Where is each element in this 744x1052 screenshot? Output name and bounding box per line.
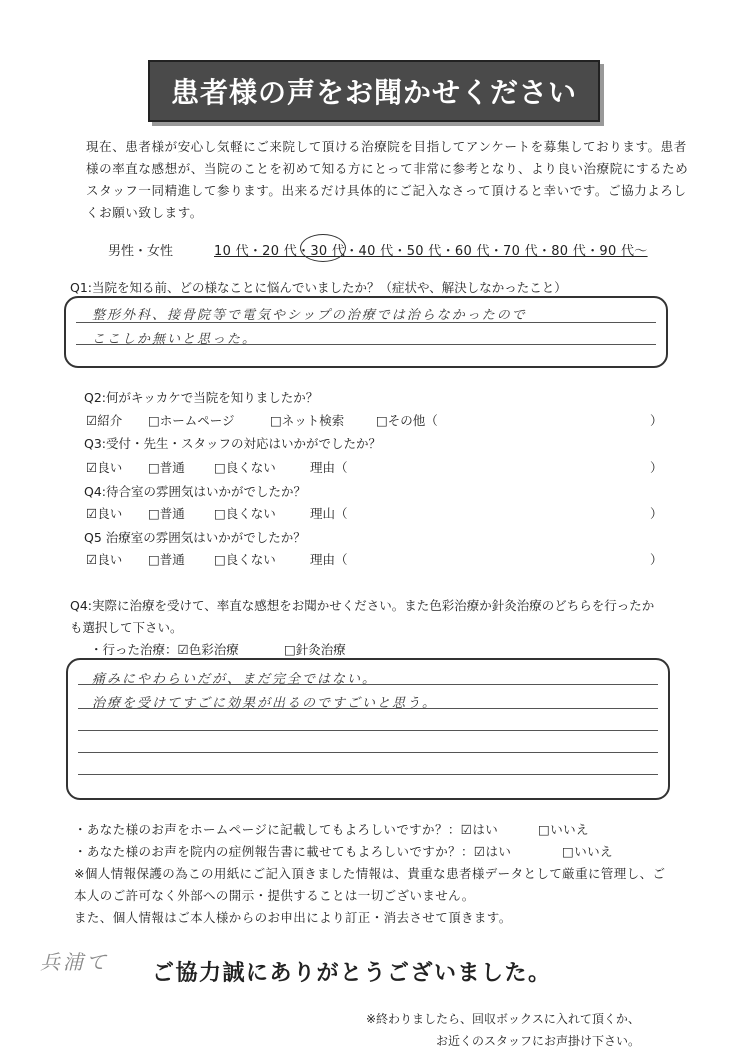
consent-case-report-yes[interactable]: ☑はい	[473, 844, 512, 859]
q6-option-acupuncture[interactable]: □針灸治療	[284, 642, 346, 657]
q1-question: Q1:当院を知る前、どの様なことに悩んでいましたか？（症状や、解決しなかったこと）	[70, 280, 567, 295]
q4-question: Q4:待合室の雰囲気はいかがでしたか？	[84, 484, 307, 499]
q3-question: Q3:受付・先生・スタッフの対応はいかがでしたか？	[84, 436, 382, 451]
page-title: 患者様の声をお聞かせください	[170, 76, 577, 109]
q3-close-paren: ）	[650, 460, 663, 475]
q2-close-paren: ）	[650, 413, 663, 428]
q3-option-bad[interactable]: □良くない	[214, 460, 276, 475]
privacy-line: 本人のご許可なく外部への開示・提供することは一切ございません。	[74, 888, 475, 903]
q4-option-normal[interactable]: □普通	[148, 506, 185, 521]
q1-answer-line: 整形外科、接骨院等で電気やシップの治療では治らなかったので	[92, 308, 527, 323]
privacy-line: また、個人情報はご本人様からのお申出により訂正・消去させて頂きます。	[74, 910, 512, 925]
handwritten-signature: 兵浦て	[40, 950, 109, 974]
q1-answer-box[interactable]	[64, 296, 668, 368]
intro-line: 現在、患者様が安心し気軽にご来院して頂ける治療院を目指してアンケートを募集しております。患者	[86, 139, 687, 154]
q2-question: Q2:何がキッカケで当院を知りましたか？	[84, 390, 319, 405]
q6-treatment-row	[90, 640, 346, 658]
q6-treatment-label: ・行った治療：	[90, 642, 178, 657]
intro-text	[86, 136, 689, 224]
q6-option-color-therapy[interactable]: ☑色彩治療	[177, 642, 239, 657]
consent-homepage-text: ・あなた様のお声をホームページに記載してもよろしいですか？：	[74, 822, 461, 837]
consent-case-report	[74, 842, 511, 860]
consent-homepage	[74, 820, 498, 838]
q2-option-referral[interactable]: ☑紹介	[86, 413, 123, 428]
consent-case-report-text: ・あなた様のお声を院内の症例報告書に載せてもよろしいですか？：	[74, 844, 474, 859]
intro-line: 様の率直な感想が、当院のことを初めて知る方にとって非常に参考となり、より良い治療院にするため	[86, 161, 689, 176]
intro-line: スタッフ一同精進して参ります。出来るだけ具体的にご記入なさって頂けると幸いです。ご協力よろし	[86, 183, 687, 198]
closing-note: ※終わりましたら、回収ボックスに入れて頂くか、	[366, 1012, 640, 1026]
consent-homepage-no[interactable]: □いいえ	[538, 822, 589, 837]
q6-answer-line: 痛みにやわらいだが、まだ完全ではない。	[92, 672, 378, 687]
answer-line	[78, 730, 658, 731]
thanks-message: ご協力誠にありがとうございました。	[152, 960, 552, 986]
q2-option-web-search[interactable]: □ネット検索	[270, 413, 345, 428]
answer-line	[78, 752, 658, 753]
q6-answer-line: 治療を受けてすごに効果が出るのですごいと思う。	[92, 696, 438, 711]
q4-option-good[interactable]: ☑良い	[86, 506, 123, 521]
q5-reason-label: 理由（	[310, 552, 348, 567]
title-banner	[148, 60, 600, 122]
q5-option-normal[interactable]: □普通	[148, 552, 185, 567]
q1-answer-line: ここしか無いと思った。	[92, 332, 258, 347]
q6-answer-box[interactable]	[66, 658, 670, 800]
q4-option-bad[interactable]: □良くない	[214, 506, 276, 521]
answer-line	[78, 774, 658, 775]
intro-line: くお願い致します。	[86, 205, 203, 220]
q2-option-homepage[interactable]: □ホームページ	[148, 413, 235, 428]
age-select[interactable]: 10 代・20 代・30 代・40 代・50 代・60 代・70 代・80 代・90 代～	[214, 244, 648, 259]
q4-close-paren: ）	[650, 506, 663, 521]
q3-option-normal[interactable]: □普通	[148, 460, 185, 475]
age-circle-mark	[300, 234, 346, 262]
consent-case-report-no[interactable]: □いいえ	[562, 844, 613, 859]
q5-close-paren: ）	[650, 552, 663, 567]
privacy-line: ※個人情報保護の為この用紙にご記入頂きました情報は、貴重な患者様データとして厳重に管理し、ご	[74, 866, 666, 881]
q5-option-good[interactable]: ☑良い	[86, 552, 123, 567]
gender-select[interactable]: 男性・女性	[108, 244, 174, 259]
q2-option-other[interactable]: □その他（	[376, 413, 438, 428]
q4-reason-label: 理山（	[310, 506, 348, 521]
q3-option-good[interactable]: ☑良い	[86, 460, 123, 475]
closing-note: お近くのスタッフにお声掛け下さい。	[436, 1034, 641, 1048]
q6-question-cont: も選択して下さい。	[70, 620, 183, 635]
q3-reason-label: 理由（	[310, 460, 348, 475]
consent-homepage-yes[interactable]: ☑はい	[460, 822, 499, 837]
q6-question: Q4:実際に治療を受けて、率直な感想をお聞かせください。また色彩治療か針灸治療のどちらを行ったか	[70, 598, 655, 613]
q5-option-bad[interactable]: □良くない	[214, 552, 276, 567]
q5-question: Q5 治療室の雰囲気はいかがでしたか？	[84, 530, 306, 545]
